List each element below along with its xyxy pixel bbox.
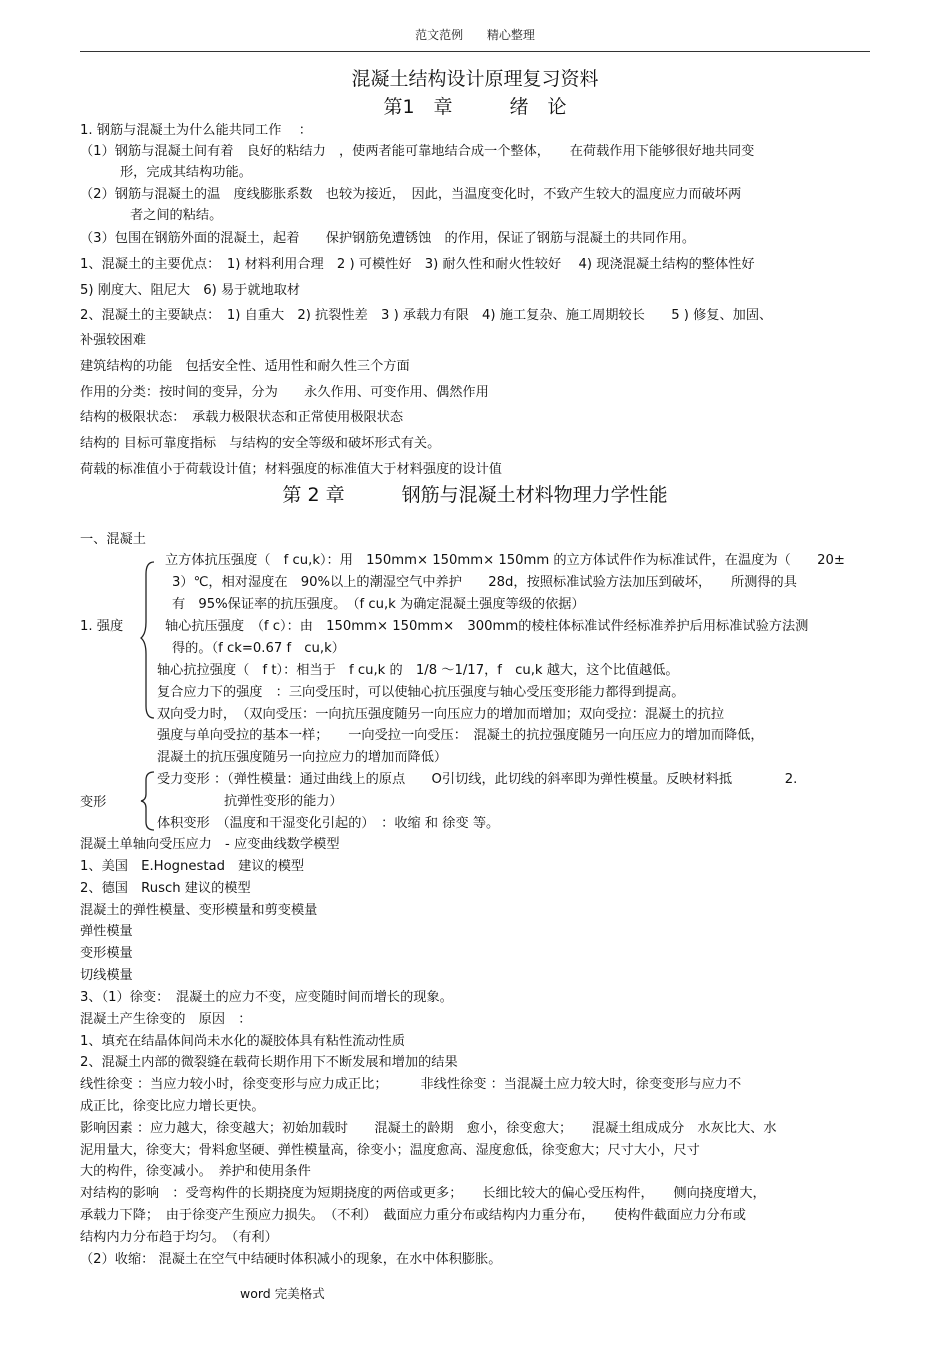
- strength-line: 轴心抗压强度 （f c）：由 150mm× 150mm× 300mm的棱柱体标准试件经标准养护后用标准试验方法测: [165, 619, 809, 634]
- chapter1-heading: 第1 章 绪 论: [383, 96, 567, 118]
- text-line: 混凝土的弹性模量、变形模量和剪变模量: [80, 903, 318, 918]
- page-footer: word 完美格式: [240, 1286, 325, 1301]
- text-line: 变形模量: [80, 946, 133, 961]
- text-line: 对结构的影响 ：受弯构件的长期挠度为短期挠度的两倍或更多； 长细比较大的偏心受压构件， 侧向挠度增大，: [80, 1186, 766, 1201]
- header-rule: [80, 51, 870, 52]
- text-line: （1）钢筋与混凝土间有着 良好的粘结力 ，使两者能可靠地结合成一个整体， 在荷载作用下能够很好地共同变: [80, 144, 755, 159]
- strength-line: 轴心抗拉强度（ f t）：相当于 f cu,k 的 1/8 ～1/17，f cu,k 越大，这个比值越低。: [157, 663, 679, 678]
- text-line: 者之间的粘结。: [130, 208, 223, 223]
- header-right: 精心整理: [486, 28, 535, 42]
- text-line: 3、（1）徐变： 混凝土的应力不变，应变随时间而增长的现象。: [80, 990, 453, 1005]
- section-heading: 一、混凝土: [80, 532, 146, 547]
- text-line: 荷载的标准值小于荷载设计值；材料强度的标准值大于材料强度的设计值: [80, 462, 502, 477]
- deform-brace: [140, 770, 158, 832]
- text-line: （2）钢筋与混凝土的温 度线膨胀系数 也较为接近， 因此，当温度变化时，不致产生较大的温度应力而破坏两: [80, 187, 742, 202]
- chapter2-heading: 第 2 章 钢筋与混凝土材料物理力学性能: [282, 484, 668, 506]
- text-line: 补强较困难: [80, 333, 146, 348]
- strength-line: 立方体抗压强度（ f cu,k）：用 150mm× 150mm× 150mm 的立方体试件作为标准试件，在温度为（ 20±: [165, 553, 845, 568]
- text-line: 结构的 目标可靠度指标 与结构的安全等级和破坏形式有关。: [80, 436, 441, 451]
- strength-label: 1. 强度: [80, 619, 124, 634]
- text-line: 结构内力分布趋于均匀。 （有利）: [80, 1230, 278, 1245]
- header-left: 范文范例: [415, 28, 464, 42]
- deform-line: 抗弹性变形的能力）: [224, 794, 343, 809]
- strength-line: 双向受力时， （双向受压：一向抗压强度随另一向压应力的增加而增加；双向受拉：混凝土的抗拉: [157, 707, 725, 722]
- strength-line: 有 95%保证率的抗压强度。 （f cu,k 为确定混凝土强度等级的依据）: [172, 597, 585, 612]
- text-line: （3）包围在钢筋外面的混凝土，起着 保护钢筋免遭锈蚀 的作用，保证了钢筋与混凝土的共同作用。: [80, 231, 696, 246]
- deform-line: 受力变形 ：（弹性模量：通过曲线上的原点 O引切线，此切线的斜率即为弹性模量。反映材料抵 2.: [157, 772, 798, 787]
- deform-line: 体积变形 （温度和干湿变化引起的） ：收缩 和 徐变 等。: [157, 816, 500, 831]
- text-line: 1、填充在结晶体间尚未水化的凝胶体具有粘性流动性质: [80, 1034, 405, 1049]
- text-line: 1、混凝土的主要优点： 1) 材料利用合理 2 ) 可模性好 3) 耐久性和耐火性较好 4) 现浇混凝土结构的整体性好: [80, 257, 755, 272]
- strength-line: 复合应力下的强度 ：三向受压时，可以使轴心抗压强度与轴心受压变形能力都得到提高。: [157, 685, 685, 700]
- strength-line: 得的。（f ck=0.67 f cu,k）: [172, 641, 345, 656]
- text-line: 作用的分类：按时间的变异，分为 永久作用、可变作用、偶然作用: [80, 385, 489, 400]
- text-line: 2、混凝土内部的微裂缝在载荷长期作用下不断发展和增加的结果: [80, 1055, 458, 1070]
- text-line: 形，完成其结构功能。: [120, 165, 252, 180]
- text-line: 结构的极限状态： 承载力极限状态和正常使用极限状态: [80, 410, 404, 425]
- text-line: 2、混凝土的主要缺点： 1) 自重大 2) 抗裂性差 3 ) 承载力有限 4) 施工复杂、施工周期较长 5 ) 修复、加固、: [80, 308, 773, 323]
- text-line: 大的构件，徐变减小。 养护和使用条件: [80, 1164, 311, 1179]
- text-line: 2、德国 Rusch 建议的模型: [80, 881, 251, 896]
- text-line: （2）收缩： 混凝土在空气中结硬时体积减小的现象，在水中体积膨胀。: [80, 1252, 502, 1267]
- strength-line: 混凝土的抗压强度随另一向拉应力的增加而降低）: [157, 750, 448, 765]
- document-title: 混凝土结构设计原理复习资料: [351, 68, 599, 90]
- text-line: 承载力下降； 由于徐变产生预应力损失。 （不利） 截面应力重分布或结构内力重分布， 使构件截面应力分布或: [80, 1208, 746, 1223]
- text-line: 成正比，徐变比应力增长更快。: [80, 1099, 265, 1114]
- text-line: 1. 钢筋与混凝土为什么能共同工作 ：: [80, 123, 312, 138]
- text-line: 1、美国 E.Hognestad 建议的模型: [80, 859, 305, 874]
- text-line: 泥用量大，徐变大；骨料愈坚硬、弹性模量高，徐变小；温度愈高、湿度愈低，徐变愈大；尺寸大小，尺寸: [80, 1143, 700, 1158]
- text-line: 5) 刚度大、阻尼大 6) 易于就地取材: [80, 283, 301, 298]
- deform-label: 变形: [80, 795, 107, 810]
- text-line: 混凝土单轴向受压应力 - 应变曲线数学模型: [80, 837, 340, 852]
- text-line: 建筑结构的功能 包括安全性、适用性和耐久性三个方面: [80, 359, 410, 374]
- text-line: 切线模量: [80, 968, 133, 983]
- page-header: [0, 26, 950, 43]
- text-line: 线性徐变 ：当应力较小时，徐变变形与应力成正比； 非线性徐变 ：当混凝土应力较大时，徐变变形与应力不: [80, 1077, 742, 1092]
- text-line: 影响因素 ：应力越大，徐变越大；初始加载时 混凝土的龄期 愈小，徐变愈大； 混凝土组成成分 水灰比大、水: [80, 1121, 777, 1136]
- strength-line: 强度与单向受拉的基本一样； 一向受拉一向受压： 混凝土的抗拉强度随另一向压应力的增加而降低，: [157, 728, 764, 743]
- text-line: 弹性模量: [80, 924, 133, 939]
- strength-line: 3）℃，相对湿度在 90%以上的潮湿空气中养护 28d，按照标准试验方法加压到破坏， 所测得的具: [172, 575, 797, 590]
- text-line: 混凝土产生徐变的 原因 ：: [80, 1012, 252, 1027]
